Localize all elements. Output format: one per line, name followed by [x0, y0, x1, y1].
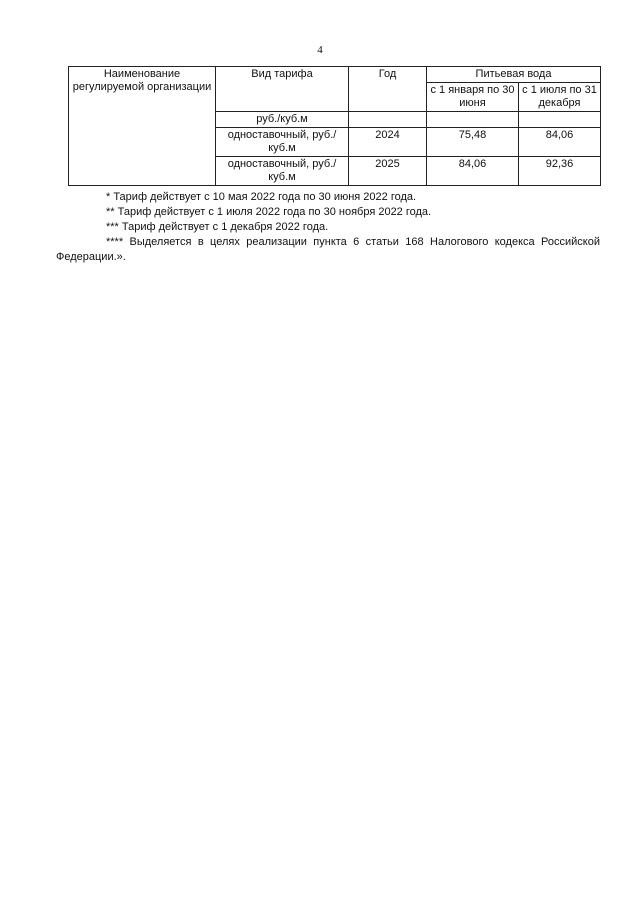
footnote-1: * Тариф действует с 10 мая 2022 года по 30 июня 2022 года. [106, 191, 417, 203]
cell-period-1: 84,06 [427, 157, 519, 186]
cell-period-2: 84,06 [519, 128, 601, 157]
cell-period-1 [427, 112, 519, 128]
table-header-row [69, 67, 601, 83]
cell-year: 2024 [349, 128, 427, 157]
footnotes [56, 190, 600, 265]
header-period-1: с 1 января по 30 июня [427, 83, 519, 112]
tariff-table [68, 66, 601, 186]
cell-year: 2025 [349, 157, 427, 186]
footnote-2: ** Тариф действует с 1 июля 2022 года по 30 ноября 2022 года. [106, 206, 432, 218]
cell-period-2 [519, 112, 601, 128]
cell-tariff-type: руб./куб.м [216, 112, 349, 128]
footnote-3: *** Тариф действует с 1 декабря 2022 года. [106, 221, 329, 233]
cell-period-1: 75,48 [427, 128, 519, 157]
cell-period-2: 92,36 [519, 157, 601, 186]
cell-year [349, 112, 427, 128]
header-organization: Наименование регулируемой организации [69, 67, 216, 186]
cell-tariff-type: одноставочный, руб./куб.м [216, 157, 349, 186]
header-period-2: с 1 июля по 31 декабря [519, 83, 601, 112]
header-tariff-type: Вид тарифа [216, 67, 349, 112]
footnote-4: **** Выделяется в целях реализации пункта 6 статьи 168 Налогового кодекса Российской Федерации.». [56, 236, 600, 263]
header-year: Год [349, 67, 427, 112]
header-drinking-water: Питьевая вода [427, 67, 601, 83]
page-number: 4 [317, 44, 323, 56]
cell-tariff-type: одноставочный, руб./куб.м [216, 128, 349, 157]
